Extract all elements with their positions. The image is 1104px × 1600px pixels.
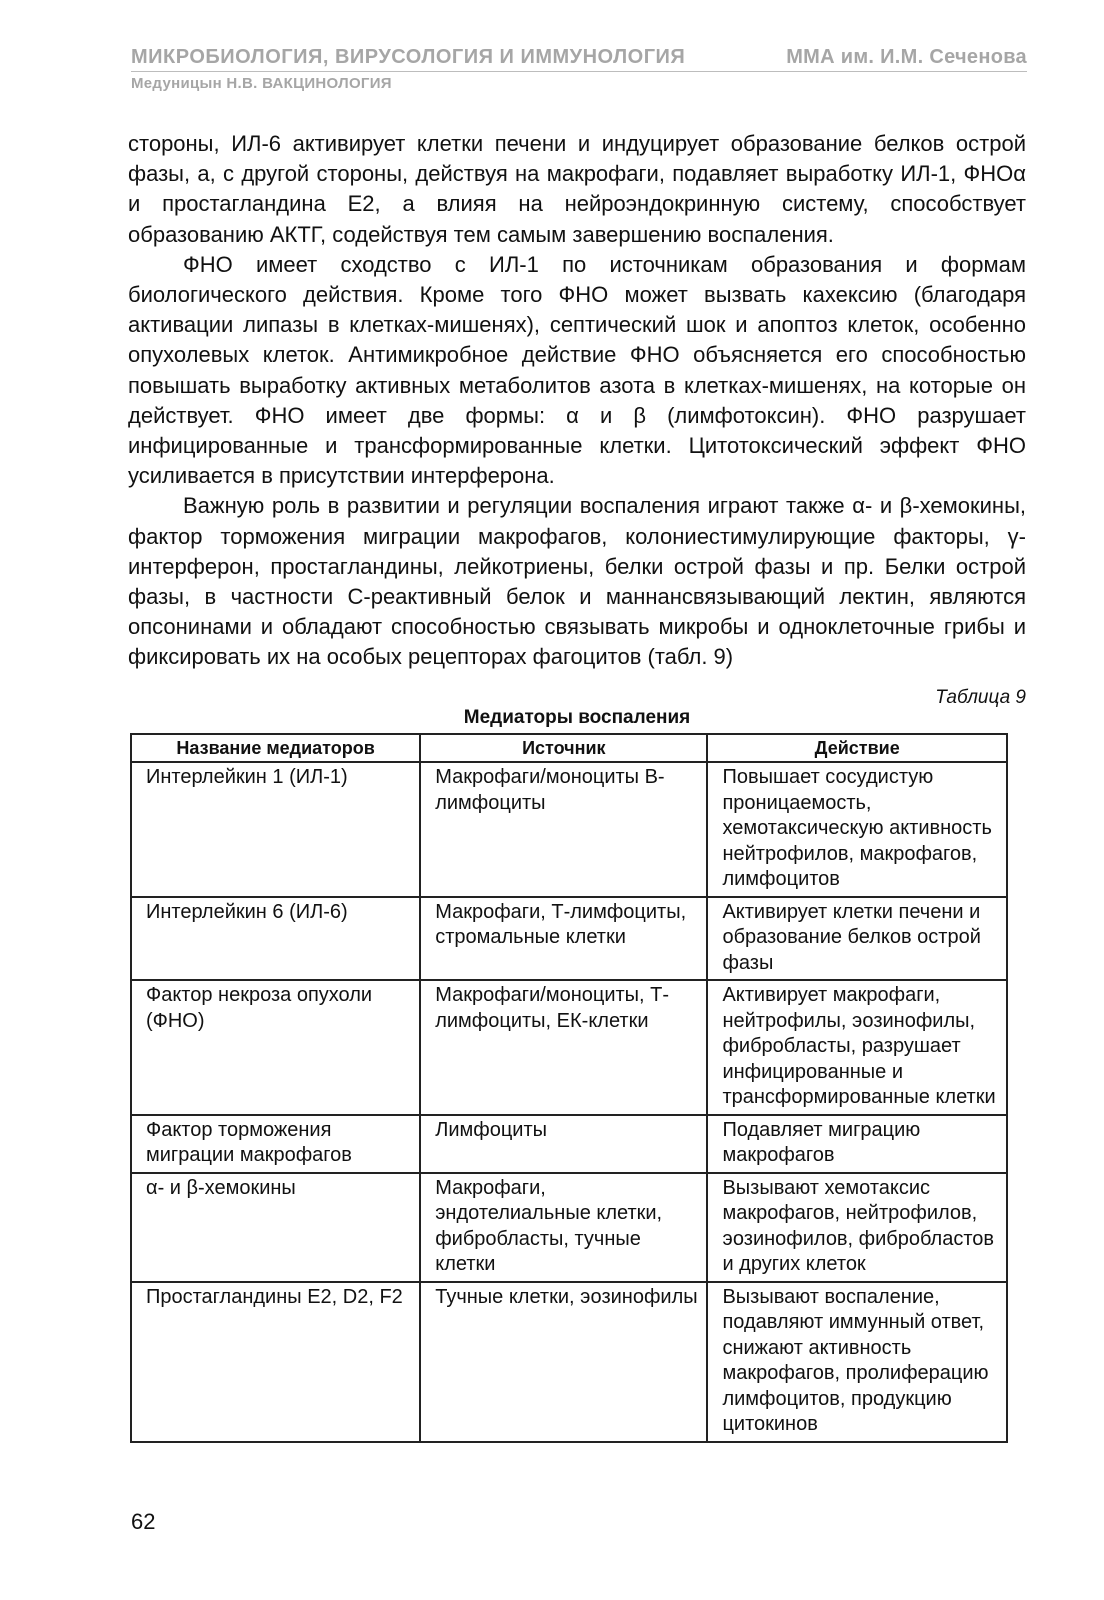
cell-name: Фактор торможения миграции макрофагов xyxy=(131,1115,420,1173)
table-caption xyxy=(128,687,1026,728)
table-row xyxy=(131,1115,1007,1173)
running-header xyxy=(131,46,1027,92)
cell-source: Тучные клетки, эозинофилы xyxy=(420,1282,707,1442)
table-row xyxy=(131,897,1007,981)
cell-name: Фактор некроза опухоли (ФНО) xyxy=(131,980,420,1115)
cell-action: Активирует макрофаги, нейтрофилы, эозинофилы, фибробласты, разрушает инфицированные и трансформированные клетки xyxy=(707,980,1007,1115)
table-row xyxy=(131,1173,1007,1282)
header-line xyxy=(131,46,1027,69)
cell-name: Интерлейкин 6 (ИЛ-6) xyxy=(131,897,420,981)
header-title-right: ММА им. И.М. Сеченова xyxy=(786,46,1027,68)
cell-name: Простагландины Е2, D2, F2 xyxy=(131,1282,420,1442)
header-rule xyxy=(131,71,1027,72)
column-header-name: Название медиаторов xyxy=(131,734,420,762)
cell-source: Макрофаги, эндотелиальные клетки, фибробласты, тучные клетки xyxy=(420,1173,707,1282)
column-header-action: Действие xyxy=(707,734,1007,762)
table-row xyxy=(131,762,1007,897)
paragraph-2: ФНО имеет сходство с ИЛ-1 по источникам образования и формам биологического действия. Кроме того ФНО может вызвать кахексию (благодаря активации липазы в клетках-мишенях), септический шок и апоптоз клеток, особенно опухолевых клеток. Антимикробное действие ФНО объясняется его способностью повышать выработку активных метаболитов азота в клетках-мишенях, на которые он действует. ФНО имеет две формы: α и β (лимфотоксин). ФНО разрушает инфицированные и трансформированные клетки. Цитотоксический эффект ФНО усиливается в присутствии интерферона. xyxy=(128,251,1026,489)
table-title: Медиаторы воспаления xyxy=(463,707,691,728)
table-row xyxy=(131,1282,1007,1442)
body-text xyxy=(128,129,1026,673)
mediators-table xyxy=(130,733,1008,1443)
cell-source: Макрофаги, Т-лимфоциты, стромальные клетки xyxy=(420,897,707,981)
table-header-row xyxy=(131,734,1007,762)
page-number: 62 xyxy=(131,1509,156,1534)
cell-name: α- и β-хемокины xyxy=(131,1173,420,1282)
header-title-left: МИКРОБИОЛОГИЯ, ВИРУСОЛОГИЯ И ИММУНОЛОГИЯ xyxy=(131,46,686,68)
cell-action: Повышает сосудистую проницаемость, хемотаксическую активность нейтрофилов, макрофагов, лимфоцитов xyxy=(707,762,1007,897)
cell-action: Подавляет миграцию макрофагов xyxy=(707,1115,1007,1173)
cell-action: Активирует клетки печени и образование белков острой фазы xyxy=(707,897,1007,981)
table-row xyxy=(131,980,1007,1115)
cell-source: Макрофаги/моноциты, Т-лимфоциты, ЕК-клетки xyxy=(420,980,707,1115)
header-subtitle: Медуницын Н.В. ВАКЦИНОЛОГИЯ xyxy=(131,75,392,92)
cell-action: Вызывают хемотаксис макрофагов, нейтрофилов, эозинофилов, фибробластов и других клеток xyxy=(707,1173,1007,1282)
table-number: Таблица 9 xyxy=(935,687,1026,708)
column-header-source: Источник xyxy=(420,734,707,762)
cell-action: Вызывают воспаление, подавляют иммунный ответ, снижают активность макрофагов, пролиферацию лимфоцитов, продукцию цитокинов xyxy=(707,1282,1007,1442)
cell-name: Интерлейкин 1 (ИЛ-1) xyxy=(131,762,420,897)
paragraph-3: Важную роль в развитии и регуляции воспаления играют также α- и β-хемокины, фактор торможения миграции макрофагов, колониестимулирующие факторы, γ-интерферон, простагландины, лейкотриены, белки острой фазы и пр. Белки острой фазы, в частности С-реактивный белок и маннансвязывающий лектин, являются опсонинами и обладают способностью связывать микробы и одноклеточные грибы и фиксировать их на особых рецепторах фагоцитов (табл. 9) xyxy=(128,493,1026,670)
paragraph-1: стороны, ИЛ-6 активирует клетки печени и индуцирует образование белков острой фазы, а, с другой стороны, действуя на макрофаги, подавляет выработку ИЛ-1, ФНОα и простагландина Е2, а влияя на нейроэндокринную систему, способствует образованию АКТГ, содействуя тем самым завершению воспаления. xyxy=(128,131,1026,247)
cell-source: Лимфоциты xyxy=(420,1115,707,1173)
cell-source: Макрофаги/моноциты В-лимфоциты xyxy=(420,762,707,897)
